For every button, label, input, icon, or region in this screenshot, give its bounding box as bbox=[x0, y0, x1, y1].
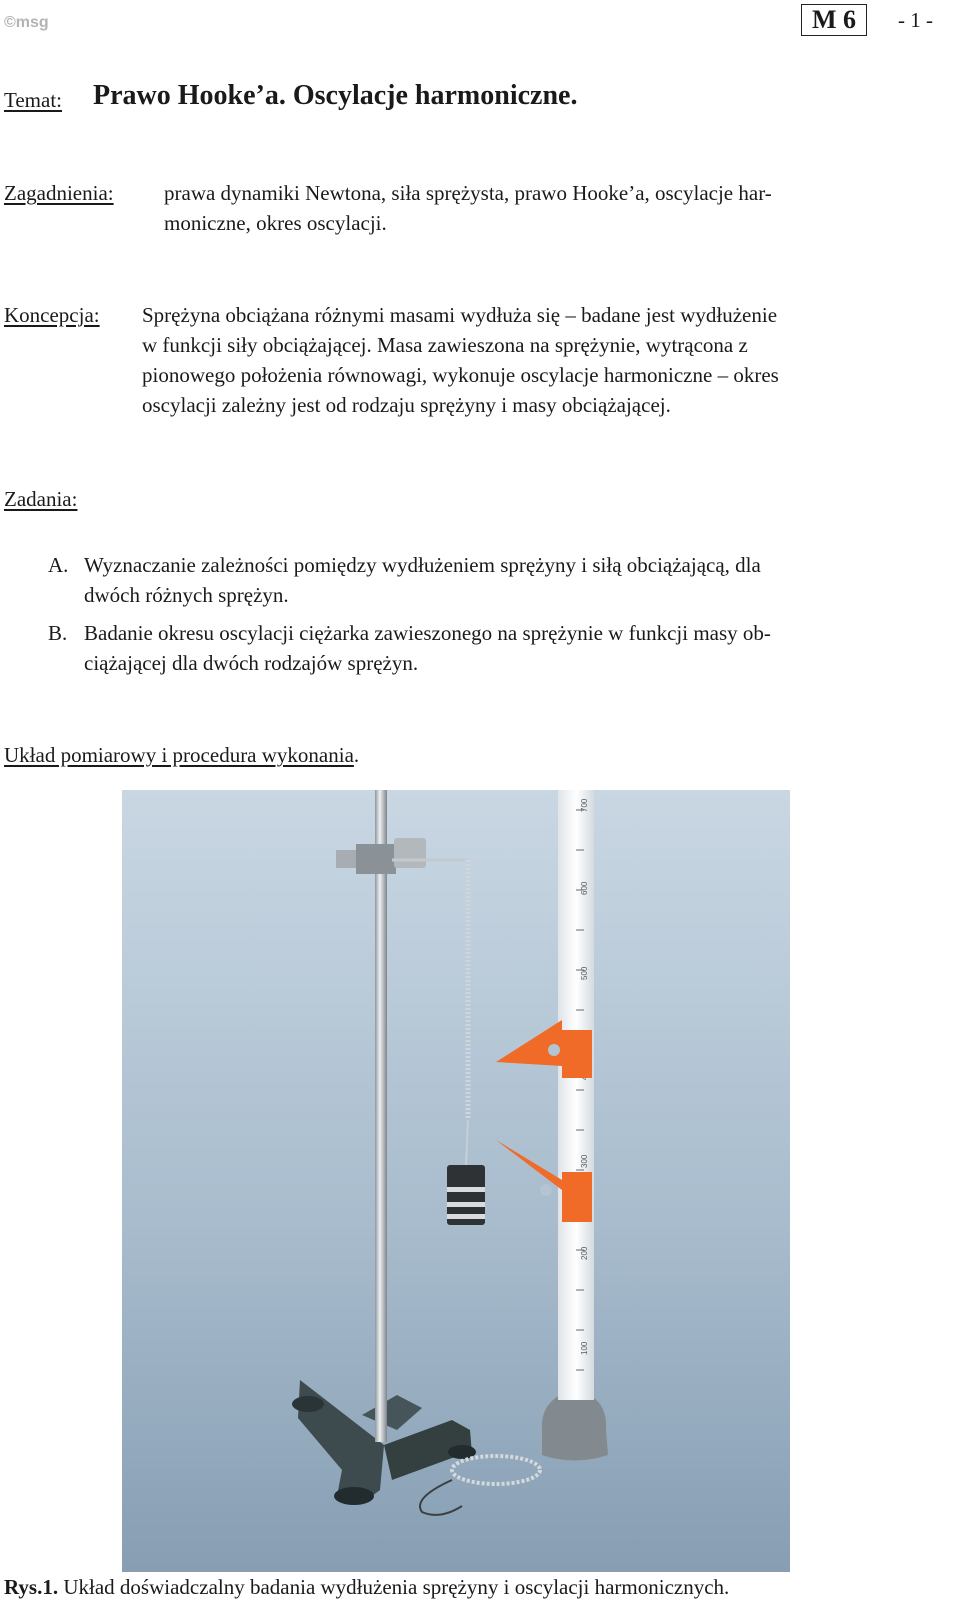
tasks-label: Zadania: bbox=[4, 487, 78, 511]
task-line: Wyznaczanie zależności pomiędzy wydłużeniem sprężyny i siłą obciążającą, dla bbox=[84, 553, 761, 577]
ruler-label: 700 bbox=[580, 798, 589, 812]
issues-line: prawa dynamiki Newtona, siła sprężysta, prawo Hooke’a, oscylacje har- bbox=[164, 181, 772, 205]
experiment-code-box: M 6 bbox=[801, 4, 867, 36]
stand-rod bbox=[375, 790, 387, 1442]
concept-label: Koncepcja: bbox=[4, 303, 100, 327]
task-line: dwóch różnych sprężyn. bbox=[84, 583, 289, 607]
topic-label: Temat: bbox=[4, 88, 63, 112]
caption-label: Rys.1. bbox=[4, 1575, 59, 1599]
concept-line: pionowego położenia równowagi, wykonuje oscylacje harmoniczne – okres bbox=[142, 363, 779, 387]
concept-line: oscylacji zależny jest od rodzaju sprężyny i masy obciążającej. bbox=[142, 393, 671, 417]
hanging-mass bbox=[447, 1165, 485, 1225]
figure-caption bbox=[4, 1572, 729, 1602]
issues-text bbox=[164, 178, 922, 238]
vertical-ruler bbox=[558, 790, 594, 1400]
page-number: - 1 - bbox=[898, 8, 933, 32]
section-heading-text: Układ pomiarowy i procedura wykonania bbox=[4, 743, 354, 767]
ruler-label: 500 bbox=[580, 966, 589, 980]
task-letter: A. bbox=[48, 553, 69, 577]
section-heading-period: . bbox=[353, 743, 360, 767]
ruler-label: 600 bbox=[580, 881, 589, 895]
section-heading bbox=[4, 740, 359, 770]
copyright-mark: ©msg bbox=[4, 14, 49, 31]
ruler-label: 300 bbox=[580, 1154, 589, 1168]
caption-text: Układ doświadczalny badania wydłużenia sprężyny i oscylacji harmonicznych. bbox=[58, 1575, 730, 1599]
apparatus-photo bbox=[122, 790, 790, 1572]
concept-text bbox=[142, 300, 942, 420]
task-text bbox=[84, 618, 948, 678]
concept-line: Sprężyna obciążana różnymi masami wydłuża się – badane jest wydłużenie bbox=[142, 303, 778, 327]
ruler-base bbox=[542, 1392, 608, 1461]
ruler-label: 100 bbox=[580, 1341, 589, 1355]
issues-line: moniczne, okres oscylacji. bbox=[164, 211, 387, 235]
issues-label: Zagadnienia: bbox=[4, 181, 114, 205]
page-title: Prawo Hooke’a. Oscylacje harmoniczne. bbox=[93, 80, 578, 111]
task-letter: B. bbox=[48, 621, 68, 645]
task-line: Badanie okresu oscylacji ciężarka zawieszonego na sprężynie w funkcji masy ob- bbox=[84, 621, 771, 645]
ruler-label: 200 bbox=[580, 1246, 589, 1260]
task-text bbox=[84, 550, 948, 610]
concept-line: w funkcji siły obciążającej. Masa zawieszona na sprężynie, wytrącona z bbox=[142, 333, 748, 357]
task-line: ciążającej dla dwóch rodzajów sprężyn. bbox=[84, 651, 419, 675]
